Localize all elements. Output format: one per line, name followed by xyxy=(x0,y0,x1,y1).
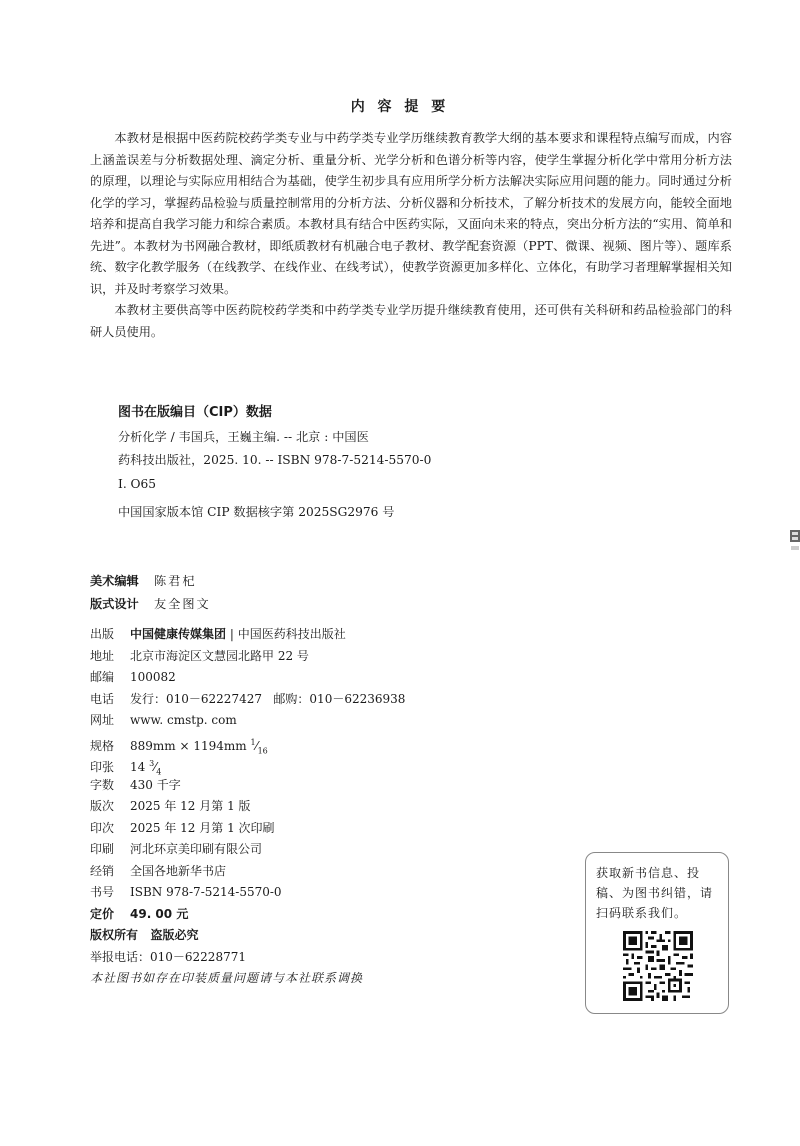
report-hotline xyxy=(90,947,405,969)
cip-line: 药科技出版社，2025. 10. -- ISBN 978-7-5214-5570-0 xyxy=(118,453,432,467)
rights-text: 版权所有 盗版必究 xyxy=(90,928,199,942)
cip-line: 分析化学 / 韦国兵，王巍主编. -- 北京 : 中国医 xyxy=(118,430,369,444)
page-title: 内 容 提 要 xyxy=(350,99,450,115)
info-row-printing xyxy=(90,818,405,840)
info-value: 2025 年 12 月第 1 次印刷 xyxy=(130,820,275,835)
fraction-denominator: 16 xyxy=(257,745,268,755)
info-label: 网址 xyxy=(90,713,115,727)
info-label: 印张 xyxy=(90,760,115,774)
info-label: 出版 xyxy=(90,627,115,641)
art-editor-value: 陈君杞 xyxy=(154,574,197,588)
layout-design-value: 友全图文 xyxy=(154,597,211,611)
info-row-phone xyxy=(90,689,405,711)
publisher-separator: | xyxy=(226,627,238,641)
info-label: 版次 xyxy=(90,799,115,813)
price-value: 49. 00 元 xyxy=(130,906,189,921)
summary-paragraph: 本教材主要供高等中医药院校药学类和中药学类专业学历提升继续教育使用，还可供有关科研和药品检验部门的科研人员使用。 xyxy=(90,303,732,339)
fraction-numerator: 3 xyxy=(149,759,155,768)
info-value: 北京市海淀区文慧园北路甲 22 号 xyxy=(130,648,309,663)
fraction-numerator: 1 xyxy=(250,737,256,747)
info-label: 地址 xyxy=(90,648,115,663)
info-value: ISBN 978-7-5214-5570-0 xyxy=(130,885,282,899)
info-label: 规格 xyxy=(90,738,115,753)
info-row-isbn xyxy=(90,882,405,904)
notice-text: 本社图书如存在印装质量问题请与本社联系调换 xyxy=(90,971,364,985)
content-summary xyxy=(90,128,732,343)
info-label: 电话 xyxy=(90,691,115,706)
art-editor-row xyxy=(90,572,197,589)
info-row-distributor xyxy=(90,861,405,883)
cip-classification: Ⅰ. O65 xyxy=(118,477,157,491)
qr-prompt-text: 获取新书信息、投稿、为图书纠错，请扫码联系我们。 xyxy=(596,866,714,920)
info-label: 印次 xyxy=(90,820,115,835)
info-row-sheets: 印张 14 $^3⁄_4$ xyxy=(90,753,405,775)
layout-design-label: 版式设计 xyxy=(90,597,139,611)
info-row-postcode xyxy=(90,667,405,689)
qr-code-icon[interactable] xyxy=(623,931,693,1001)
info-label: 邮编 xyxy=(90,670,115,684)
publisher-name: 中国医药科技出版社 xyxy=(237,627,346,641)
info-value: www. cmstp. com xyxy=(130,713,237,727)
cip-title: 图书在版编目（CIP）数据 xyxy=(118,405,272,420)
info-label: 定价 xyxy=(90,906,115,921)
cip-record-number: 中国国家版本馆 CIP 数据核字第 2025SG2976 号 xyxy=(118,505,395,519)
summary-paragraph: 本教材是根据中医药院校药学类专业与中药学类专业学历继续教育教学大纲的基本要求和课程特点编写而成，内容上涵盖误差与分析数据处理、滴定分析、重量分析、光学分析和色谱分析等内容，使学生掌握分析化学中常用分析方法的原理，以理论与实际应用相结合为基础，使学生初步具有应用所学分析方法解决实际应用问题的能力。同时通过分析化学的学习，掌握药品检验与质量控制常用的分析方法、分析仪器和分析技术，了解分析技术的发展方向，能较全面地培养和提高自我学习能力和综合素质。本教材具有结合中医药实际，又面向未来的特点，突出分析方法的“实用、简单和先进”。本教材为书网融合教材，即纸质教材有机融合电子教材、教学配套资源（PPT、微课、视频、图片等）、题库系统、数字化教学服务（在线教学、在线作业、在线考试），使教学资源更加多样化、立体化，有助学习者理解掌握相关知识，并及时考察学习效果。 xyxy=(90,131,732,296)
info-label: 经销 xyxy=(90,863,115,878)
info-row-edition xyxy=(90,796,405,818)
info-row-website xyxy=(90,710,405,732)
info-value: 2025 年 12 月第 1 版 xyxy=(130,799,251,813)
edge-registration-mark xyxy=(790,530,800,570)
qr-contact-box xyxy=(585,852,729,1014)
info-value: 全国各地新华书店 xyxy=(130,863,227,878)
art-editor-label: 美术编辑 xyxy=(90,574,139,588)
info-row-address xyxy=(90,646,405,668)
info-value: 发行：010－62227427 邮购：010－62236938 xyxy=(130,691,406,706)
info-row-word-count xyxy=(90,775,405,797)
info-label: 书号 xyxy=(90,885,115,899)
publisher-row xyxy=(90,624,405,646)
publication-info xyxy=(90,624,405,990)
info-value: 889mm × 1194mm xyxy=(130,738,247,753)
fraction-denominator: 4 xyxy=(156,767,162,777)
info-row-format: 规格 889mm × 1194mm $^1⁄_{16}$ xyxy=(90,732,405,754)
quality-notice xyxy=(90,968,405,990)
info-label: 印刷 xyxy=(90,842,115,856)
copyright-notice xyxy=(90,925,405,947)
hotline-text: 举报电话：010－62228771 xyxy=(90,949,246,964)
info-value: 14 xyxy=(130,760,146,774)
publisher-group: 中国健康传媒集团 xyxy=(130,627,227,641)
info-row-price xyxy=(90,904,405,926)
info-row-printer xyxy=(90,839,405,861)
info-value: 430 千字 xyxy=(130,777,181,792)
info-value: 100082 xyxy=(130,670,176,684)
layout-design-row xyxy=(90,595,211,612)
info-label: 字数 xyxy=(90,777,115,792)
info-value: 河北环京美印刷有限公司 xyxy=(130,842,263,856)
